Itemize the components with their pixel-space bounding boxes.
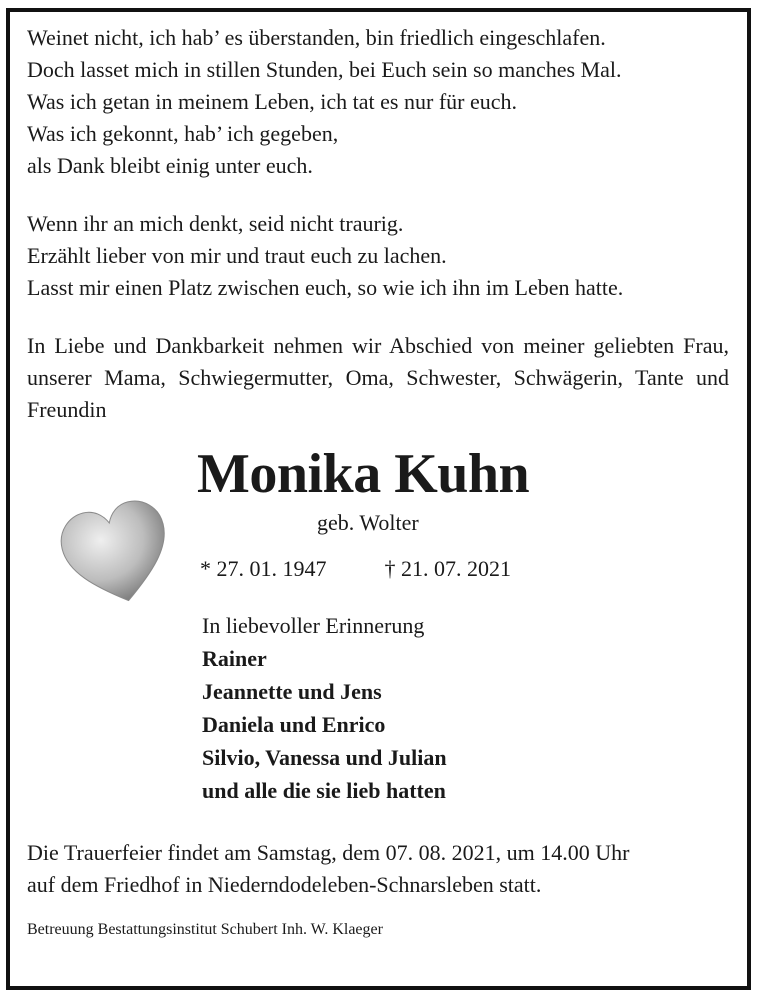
poem-line: Wenn ihr an mich denkt, seid nicht traurig. <box>27 211 404 236</box>
funeral-home-credit: Betreuung Bestattungsinstitut Schubert Inh. W. Klaeger <box>27 921 383 938</box>
mourner-name: Jeannette und Jens <box>202 679 382 704</box>
poem-line: Doch lasset mich in stillen Stunden, bei Euch sein so manches Mal. <box>27 57 622 82</box>
poem-line: Weinet nicht, ich hab’ es überstanden, bin friedlich eingeschlafen. <box>27 25 606 50</box>
service-line: Die Trauerfeier findet am Samstag, dem 07. 08. 2021, um 14.00 Uhr <box>27 840 630 865</box>
life-dates <box>200 554 511 584</box>
poem-line: als Dank bleibt einig unter euch. <box>27 153 313 178</box>
mourner-name: Daniela und Enrico <box>202 712 386 737</box>
poem-line: Lasst mir einen Platz zwischen euch, so wie ich ihn im Leben hatte. <box>27 275 624 300</box>
poem-line: Was ich getan in meinem Leben, ich tat es nur für euch. <box>27 89 517 114</box>
birth-date: * 27. 01. 1947 <box>200 556 327 581</box>
mourners-block <box>202 610 447 807</box>
heart-icon <box>57 494 177 614</box>
death-date: † 21. 07. 2021 <box>384 556 511 581</box>
mourner-name: Rainer <box>202 646 267 671</box>
poem-stanza-2 <box>27 208 729 304</box>
obituary-content <box>27 22 729 941</box>
deceased-birth-name: geb. Wolter <box>317 510 419 535</box>
deceased-block <box>27 442 729 837</box>
poem-line: Was ich gekonnt, hab’ ich gegeben, <box>27 121 339 146</box>
poem-stanza-1 <box>27 22 729 182</box>
service-info <box>27 837 729 901</box>
mourners-intro: In liebevoller Erinnerung <box>202 613 425 638</box>
deceased-name: Monika Kuhn <box>197 443 530 505</box>
mourner-name: Silvio, Vanessa und Julian <box>202 745 447 770</box>
mourner-name: und alle die sie lieb hatten <box>202 778 446 803</box>
service-line: auf dem Friedhof in Niederndodeleben-Schnarsleben statt. <box>27 872 542 897</box>
poem-line: Erzählt lieber von mir und traut euch zu lachen. <box>27 243 447 268</box>
farewell-text: In Liebe und Dankbarkeit nehmen wir Abschied von meiner geliebten Frau, unserer Mama, Schwiegermutter, Oma, Schwester, Schwägerin, Tante und Freundin <box>27 333 729 422</box>
